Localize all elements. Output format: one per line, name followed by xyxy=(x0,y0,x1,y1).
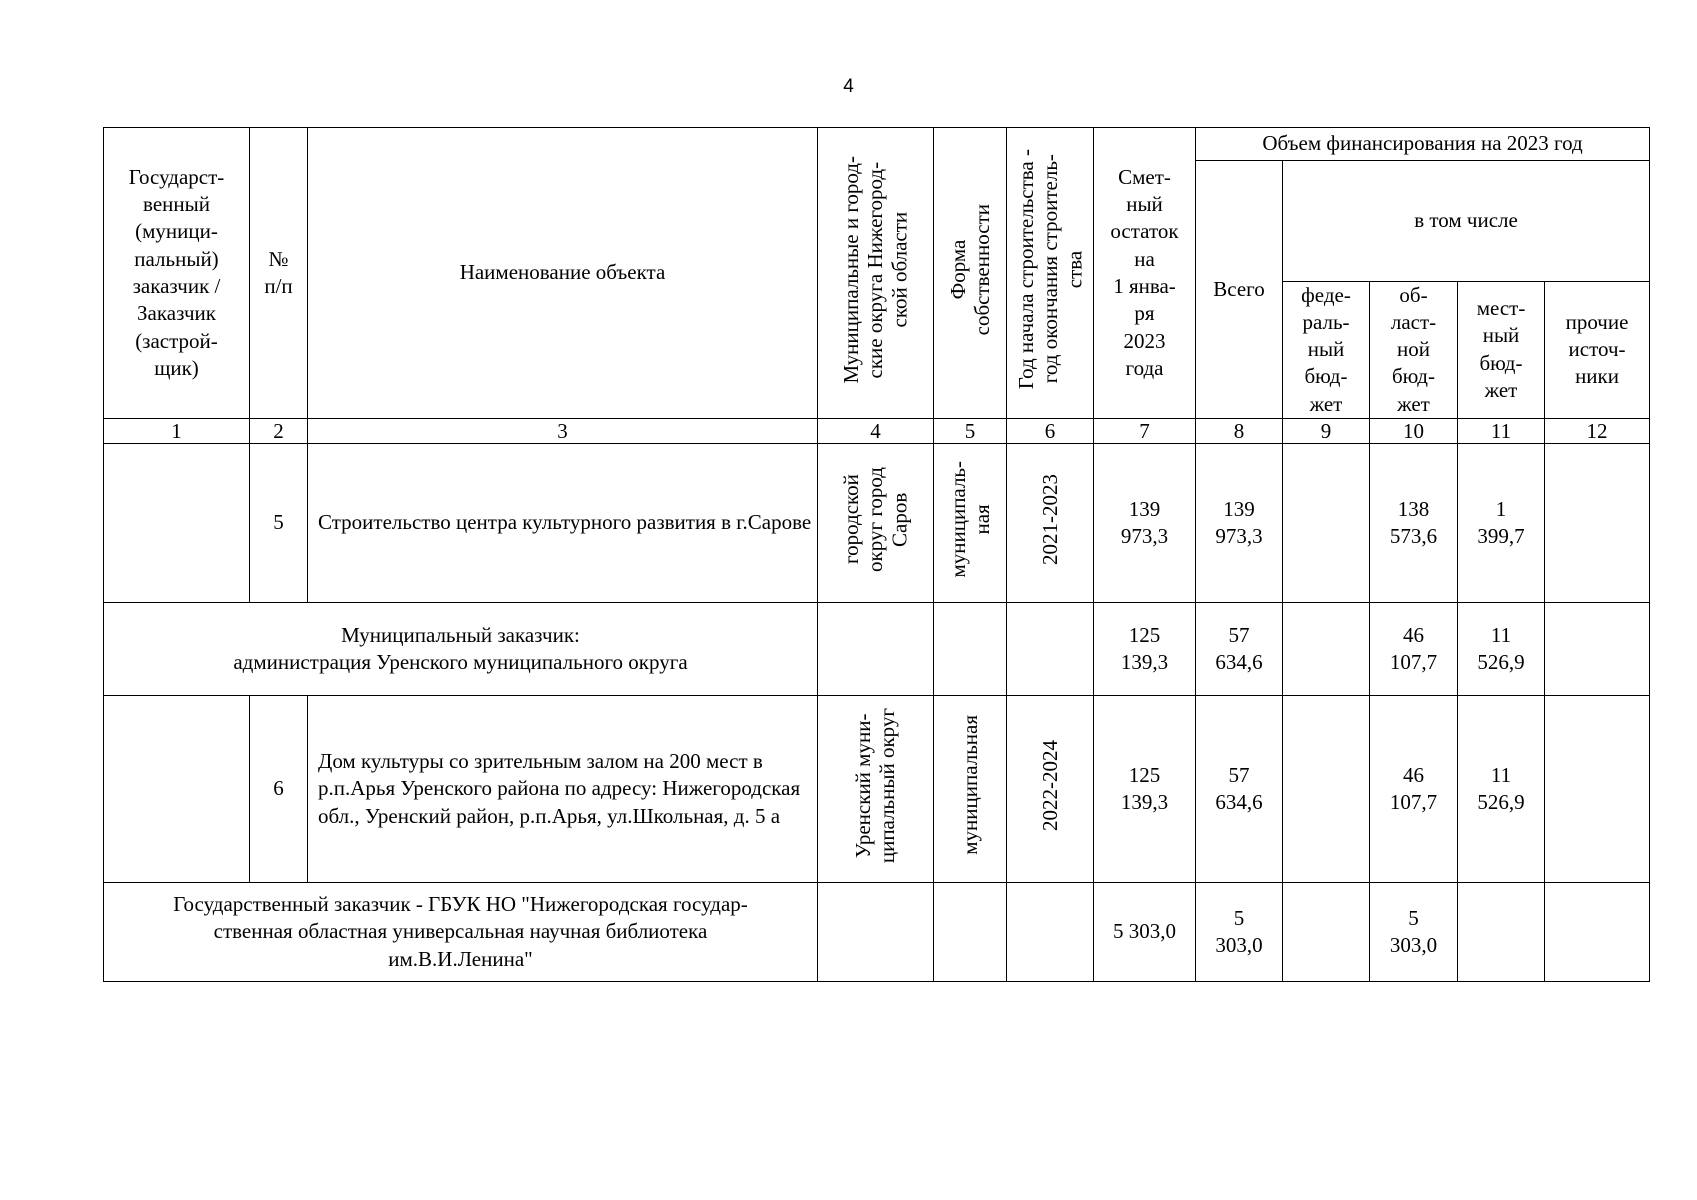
years: 2022-2024 xyxy=(1037,739,1062,831)
group-label: Муниципальный заказчик: администрация Уренского муниципального округа xyxy=(104,603,818,696)
object-name: Дом культуры со зрительным залом на 200 мест в р.п.Арья Уренского района по адресу: Нижегородская обл., Уренский район, р.п.Арья, ул.Школьная, д. 5 а xyxy=(308,696,818,883)
table-row-6 xyxy=(104,696,1650,883)
column-number: 2 xyxy=(250,419,308,444)
empty-cell xyxy=(818,883,934,982)
regional-value: 46 107,7 xyxy=(1370,603,1458,696)
group-label: Государственный заказчик - ГБУК НО "Нижегородская государ- ственная областная универсальная научная библиотека им.В.И.Ленина" xyxy=(104,883,818,982)
header-regional: об- ласт- ной бюд- жет xyxy=(1370,281,1458,418)
other-value xyxy=(1545,883,1650,982)
regional-value: 138 573,6 xyxy=(1370,444,1458,603)
column-numbers-row xyxy=(104,419,1650,444)
district-cell xyxy=(818,444,934,603)
column-number: 11 xyxy=(1458,419,1545,444)
other-value xyxy=(1545,603,1650,696)
column-number: 4 xyxy=(818,419,934,444)
header-financing-title: Объем финансирования на 2023 год xyxy=(1196,128,1650,161)
years: 2021-2023 xyxy=(1037,473,1062,565)
header-estimate: Смет- ный остаток на 1 янва- ря 2023 года xyxy=(1094,128,1196,419)
years-cell xyxy=(1007,696,1094,883)
local-value: 11 526,9 xyxy=(1458,603,1545,696)
customer-cell xyxy=(104,696,250,883)
column-number: 3 xyxy=(308,419,818,444)
district: городской округ город Саров xyxy=(839,466,912,572)
federal-value xyxy=(1283,696,1370,883)
other-value xyxy=(1545,444,1650,603)
district-cell xyxy=(818,696,934,883)
empty-cell xyxy=(818,603,934,696)
estimate-value: 5 303,0 xyxy=(1094,883,1196,982)
row-num: 6 xyxy=(250,696,308,883)
object-name: Строительство центра культурного развития в г.Сарове xyxy=(308,444,818,603)
total-value: 5 303,0 xyxy=(1196,883,1283,982)
header-local: мест- ный бюд- жет xyxy=(1458,281,1545,418)
header-years-cell xyxy=(1007,128,1094,419)
empty-cell xyxy=(1007,883,1094,982)
regional-value: 5 303,0 xyxy=(1370,883,1458,982)
header-num: № п/п xyxy=(250,128,308,419)
column-number: 9 xyxy=(1283,419,1370,444)
estimate-value: 139 973,3 xyxy=(1094,444,1196,603)
empty-cell xyxy=(934,603,1007,696)
local-value: 11 526,9 xyxy=(1458,696,1545,883)
federal-value xyxy=(1283,444,1370,603)
column-number: 1 xyxy=(104,419,250,444)
header-row-1 xyxy=(104,128,1650,161)
column-number: 7 xyxy=(1094,419,1196,444)
header-ownership: Форма собственности xyxy=(945,203,994,336)
header-object-name: Наименование объекта xyxy=(308,128,818,419)
customer-cell xyxy=(104,444,250,603)
header-ownership-cell xyxy=(934,128,1007,419)
local-value xyxy=(1458,883,1545,982)
header-district: Муниципальные и город- ские округа Нижегород- ской области xyxy=(839,155,912,384)
column-number: 12 xyxy=(1545,419,1650,444)
column-number: 8 xyxy=(1196,419,1283,444)
group-row-library xyxy=(104,883,1650,982)
empty-cell xyxy=(1007,603,1094,696)
page-number: 4 xyxy=(843,76,854,97)
federal-value xyxy=(1283,603,1370,696)
header-years: Год начала строительства - год окончания строитель- ства xyxy=(1013,149,1087,390)
local-value: 1 399,7 xyxy=(1458,444,1545,603)
estimate-value: 125 139,3 xyxy=(1094,603,1196,696)
row-num: 5 xyxy=(250,444,308,603)
other-value xyxy=(1545,696,1650,883)
total-value: 57 634,6 xyxy=(1196,696,1283,883)
ownership-cell xyxy=(934,696,1007,883)
total-value: 139 973,3 xyxy=(1196,444,1283,603)
district: Уренский муни- ципальный округ xyxy=(851,707,900,863)
table-row-5 xyxy=(104,444,1650,603)
total-value: 57 634,6 xyxy=(1196,603,1283,696)
header-including: в том числе xyxy=(1283,161,1650,282)
column-number: 5 xyxy=(934,419,1007,444)
header-customer: Государст- венный (муници- пальный) заказчик / Заказчик (застрой- щик) xyxy=(104,128,250,419)
federal-value xyxy=(1283,883,1370,982)
header-other: прочие источ- ники xyxy=(1545,281,1650,418)
ownership: муниципаль- ная xyxy=(945,461,994,578)
header-federal: феде- раль- ный бюд- жет xyxy=(1283,281,1370,418)
financing-table xyxy=(103,127,1650,982)
header-district-cell xyxy=(818,128,934,419)
header-total: Всего xyxy=(1196,161,1283,419)
regional-value: 46 107,7 xyxy=(1370,696,1458,883)
group-row-uren xyxy=(104,603,1650,696)
years-cell xyxy=(1007,444,1094,603)
column-number: 10 xyxy=(1370,419,1458,444)
ownership: муниципальная xyxy=(957,715,982,856)
empty-cell xyxy=(934,883,1007,982)
ownership-cell xyxy=(934,444,1007,603)
column-number: 6 xyxy=(1007,419,1094,444)
estimate-value: 125 139,3 xyxy=(1094,696,1196,883)
